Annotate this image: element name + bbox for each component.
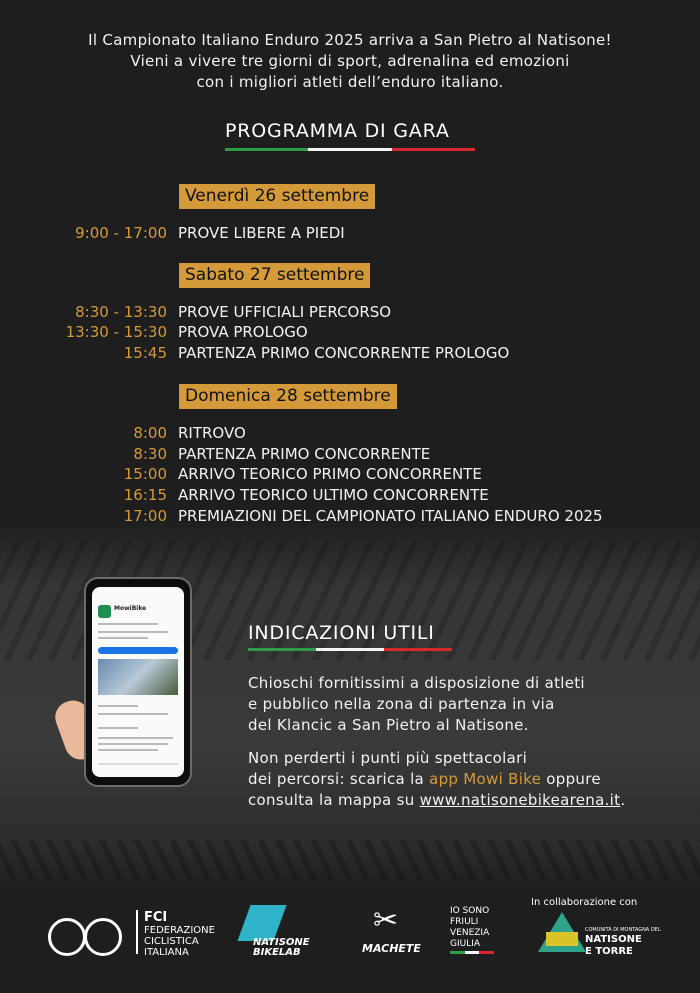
logo-line: NATISONE [585,934,642,945]
event-time: 9:00 - 17:00 [75,224,167,242]
fci-line: FEDERAZIONE [144,925,215,936]
event-time: 16:15 [123,486,167,504]
indicazioni-text [248,673,625,811]
event-label: PREMIAZIONI DEL CAMPIONATO ITALIANO ENDURO 2025 [178,507,603,525]
info-text: consulta la mappa su [248,791,415,809]
logo-line: FRIULI [450,917,479,927]
machete-logo-icon: ✂ [373,903,399,938]
info-line [248,769,625,790]
event-label: RITROVO [178,424,246,442]
event-time: 17:00 [123,507,167,525]
schedule-row [0,485,700,506]
day-label-friday: Venerdì 26 settembre [179,184,375,209]
fvg-logo-text [450,906,489,950]
event-label: ARRIVO TEORICO PRIMO CONCORRENTE [178,465,482,483]
website-link[interactable]: www.natisonebikearena.it [419,791,621,809]
schedule-row [0,322,700,343]
day-label-sunday: Domenica 28 settembre [179,384,397,409]
schedule-row [0,343,700,364]
logo-line: E TORRE [585,946,633,957]
fci-logo-icon [48,912,128,952]
schedule-row [0,444,700,465]
app-icon [98,605,111,618]
event-time: 8:00 [133,424,167,442]
fci-logo-text [144,910,215,958]
italian-flag-underline [225,148,475,151]
install-bar [98,647,178,654]
natisone-torre-small-text: COMUNITÀ DI MONTAGNA DEL [585,927,661,933]
logo-line: NATISONE [253,937,310,948]
event-label: PARTENZA PRIMO CONCORRENTE [178,445,431,463]
info-text: . [620,791,626,809]
natisone-bikelab-logo-icon [237,905,286,941]
event-time: 8:30 [133,445,167,463]
phone-illustration [84,577,192,787]
italian-flag-underline [248,648,452,651]
intro-line: con i migliori atleti dell’enduro italiano. [196,73,504,91]
indicazioni-title: INDICAZIONI UTILI [248,622,435,644]
natisone-torre-logo-text [585,934,642,958]
fci-line: CICLISTICA [144,936,199,947]
app-name: MowiBike [114,605,147,612]
schedule-row [0,223,700,244]
schedule-row [0,302,700,323]
natisone-torre-logo-accent [546,932,578,946]
schedule-row [0,423,700,444]
fci-line: ITALIANA [144,947,189,958]
event-label: PROVA PROLOGO [178,323,308,341]
info-line: Non perderti i punti più spettacolari [248,749,528,767]
schedule-row [0,464,700,485]
logo-line: GIULIA [450,939,481,949]
event-time: 13:30 - 15:30 [65,323,167,341]
logo-line: IO SONO [450,906,490,916]
event-label: PROVE UFFICIALI PERCORSO [178,303,392,321]
day-label-saturday: Sabato 27 settembre [179,263,370,288]
info-line: del Klancic a San Pietro al Natisone. [248,716,529,734]
fci-abbr: FCI [144,910,168,925]
schedule-row [0,506,700,527]
phone-screen [92,587,184,777]
logo-line: VENEZIA [450,928,490,938]
event-time: 15:00 [123,465,167,483]
info-text: dei percorsi: scarica la [248,770,425,788]
collab-label: In collaborazione con [531,897,638,908]
event-time: 15:45 [123,344,167,362]
app-screenshot [98,659,178,695]
fci-divider [136,910,138,954]
event-label: ARRIVO TEORICO ULTIMO CONCORRENTE [178,486,489,504]
intro-line: Il Campionato Italiano Enduro 2025 arriva a San Pietro al Natisone! [88,31,612,49]
programma-title: PROGRAMMA DI GARA [225,120,450,142]
event-time: 8:30 - 13:30 [75,303,167,321]
natisone-bikelab-logo-text [253,938,310,958]
info-line [248,790,625,811]
event-label: PROVE LIBERE A PIEDI [178,224,345,242]
info-line: e pubblico nella zona di partenza in via [248,695,555,713]
tire-track-pattern-bottom [0,840,700,880]
machete-logo-text: MACHETE [362,942,421,955]
intro-line: Vieni a vivere tre giorni di sport, adrenalina ed emozioni [130,52,570,70]
app-link[interactable]: app Mowi Bike [429,770,542,788]
fvg-flag [450,951,494,954]
info-text: oppure [546,770,601,788]
logo-line: BIKELAB [253,947,301,958]
intro-text [0,30,700,93]
info-line: Chioschi fornitissimi a disposizione di atleti [248,674,585,692]
event-label: PARTENZA PRIMO CONCORRENTE PROLOGO [178,344,510,362]
